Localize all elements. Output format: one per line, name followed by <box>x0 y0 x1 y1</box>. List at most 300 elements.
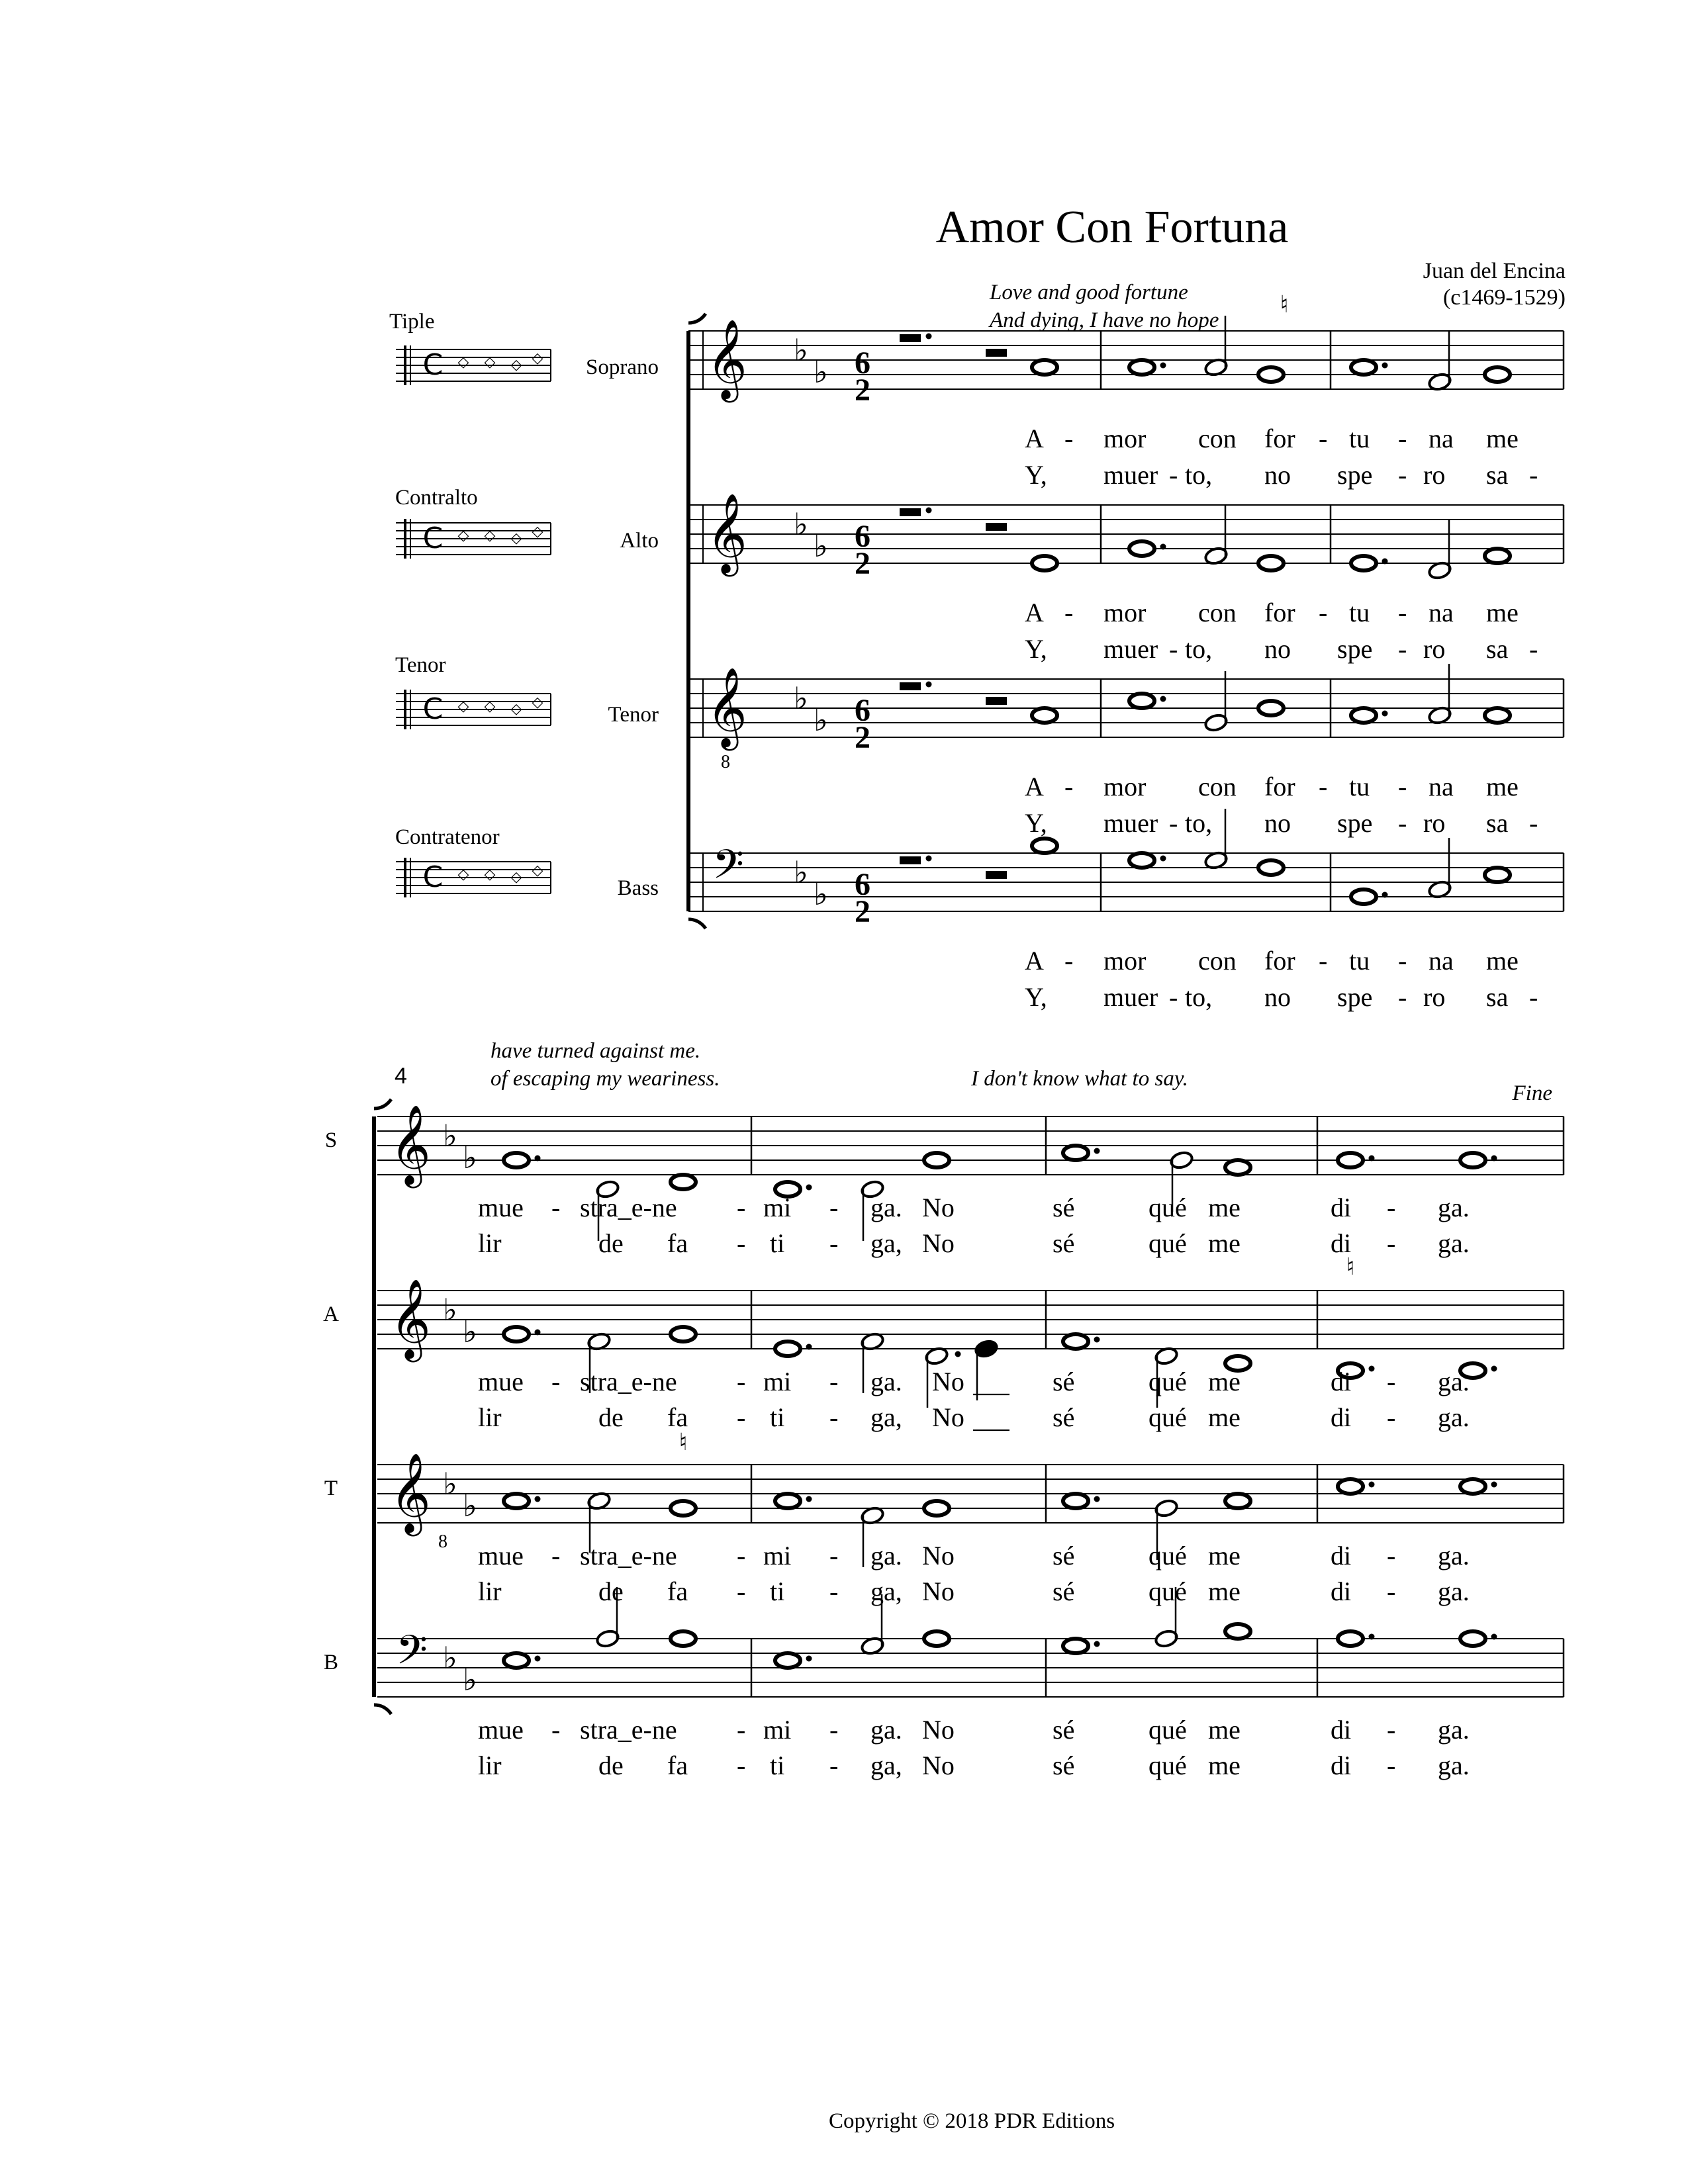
voice-name-tenor: Tenor <box>608 703 659 727</box>
lyric-syllable: no <box>1264 460 1291 490</box>
lyric-syllable: qué <box>1149 1367 1187 1396</box>
lyric-syllable: ti <box>770 1402 785 1432</box>
incipit-note: ◇ <box>457 698 469 715</box>
lyric-hyphen: - <box>1064 772 1074 801</box>
lyrics-tenor <box>1025 772 1538 838</box>
note-head <box>1338 1479 1363 1494</box>
lyric-syllable: di <box>1331 1193 1352 1222</box>
lyric-syllable: de <box>598 1576 624 1606</box>
note-head <box>924 1501 949 1516</box>
flat-sign: ♭ <box>443 1640 457 1676</box>
lyric-syllable: No <box>922 1193 955 1222</box>
augmentation-dot <box>806 1496 812 1502</box>
lyric-syllable: ga. <box>1438 1193 1470 1222</box>
lyric-syllable: mor <box>1103 598 1147 627</box>
note-head <box>1351 360 1376 375</box>
lyric-hyphen: - <box>829 1402 839 1432</box>
lyric-syllable: stra_e-ne <box>580 1367 677 1396</box>
mensuration-sign: C <box>422 348 444 382</box>
time-sig-bottom: 2 <box>855 720 870 755</box>
lyric-hyphen: - <box>829 1541 839 1570</box>
time-sig-top: 6 <box>855 345 870 381</box>
lyric-syllable: di <box>1331 1402 1352 1432</box>
augmentation-dot <box>1491 1634 1497 1640</box>
incipit-note: ◇ <box>457 354 469 371</box>
lyric-hyphen: - <box>1387 1715 1396 1745</box>
voice-name-soprano: Soprano <box>586 355 659 379</box>
lyric-syllable: me <box>1208 1715 1241 1745</box>
rest <box>900 856 921 864</box>
lyric-syllable: spe <box>1337 460 1373 490</box>
note-head <box>671 1631 696 1646</box>
lyric-syllable: me <box>1208 1193 1241 1222</box>
translation-line-1: Love and good fortune <box>990 281 1188 304</box>
lyric-syllable: muer <box>1103 460 1158 490</box>
translation-line-4: of escaping my weariness. <box>491 1067 720 1091</box>
lyric-hyphen: - <box>737 1576 746 1606</box>
lyric-hyphen: - <box>551 1193 561 1222</box>
lyric-hyphen: - <box>829 1367 839 1396</box>
lyric-hyphen: - <box>1529 982 1538 1012</box>
lyric-syllable: to, <box>1185 634 1213 664</box>
bracket-hook <box>374 1099 391 1109</box>
lyric-syllable: me <box>1208 1541 1241 1570</box>
natural-sign: ♮ <box>679 1429 688 1456</box>
flat-sign: ♭ <box>814 354 828 390</box>
lyric-hyphen: - <box>551 1715 561 1745</box>
note-head <box>775 1494 800 1508</box>
lyric-hyphen: - <box>1398 634 1407 664</box>
lyric-syllable: ga. <box>1438 1751 1470 1780</box>
incipit-note: ◇ <box>532 862 543 879</box>
lyric-syllable: mi <box>763 1367 792 1396</box>
lyric-syllable: ga, <box>870 1402 902 1432</box>
lyric-syllable: di <box>1331 1541 1352 1570</box>
lyric-hyphen: - <box>1387 1751 1396 1780</box>
lyric-hyphen: - <box>1387 1402 1396 1432</box>
lyric-syllable: mue <box>478 1715 524 1745</box>
lyric-hyphen: - <box>737 1715 746 1745</box>
lyric-syllable: con <box>1198 772 1237 801</box>
mensuration-sign: C <box>422 860 444 894</box>
lyric-syllable: mue <box>478 1367 524 1396</box>
voice-abbr-bass: B <box>323 1651 339 1674</box>
note-head <box>1129 853 1154 868</box>
lyric-syllable: sa <box>1486 982 1509 1012</box>
flat-sign: ♭ <box>463 1140 477 1175</box>
lyric-syllable: ro <box>1423 634 1446 664</box>
lyric-syllable: na <box>1429 424 1454 453</box>
lyric-syllable: fa <box>667 1402 688 1432</box>
augmentation-dot <box>1369 1156 1375 1161</box>
lyric-syllable: di <box>1331 1576 1352 1606</box>
note-head <box>1460 1479 1485 1494</box>
lyric-syllable: sa <box>1486 460 1509 490</box>
rest <box>900 334 921 342</box>
lyric-syllable: No <box>922 1751 955 1780</box>
augmentation-dot <box>1491 1482 1497 1488</box>
incipit-note: ◇ <box>510 357 522 373</box>
flat-sign: ♭ <box>794 332 808 368</box>
lyric-hyphen: - <box>737 1367 746 1396</box>
lyrics-alto <box>1025 598 1538 664</box>
translation-line-5: I don't know what to say. <box>971 1067 1188 1091</box>
lyric-syllable: di <box>1331 1228 1352 1258</box>
lyric-syllable: mi <box>763 1541 792 1570</box>
flat-sign: ♭ <box>794 506 808 542</box>
time-sig-top: 6 <box>855 867 870 902</box>
lyric-syllable: Y, <box>1025 808 1047 838</box>
lyric-hyphen: - <box>1398 946 1407 976</box>
lyric-hyphen: - <box>1319 772 1328 801</box>
lyric-hyphen: - <box>1529 808 1538 838</box>
lyric-hyphen: - <box>1387 1193 1396 1222</box>
incipit-note: ◇ <box>457 527 469 544</box>
lyric-hyphen: - <box>1064 946 1074 976</box>
lyric-hyphen: - <box>1387 1367 1396 1396</box>
note-head <box>1258 367 1284 382</box>
lyric-syllable: Y, <box>1025 460 1047 490</box>
fine-mark: Fine <box>1512 1081 1552 1105</box>
time-signatures <box>855 345 870 929</box>
lyric-syllable: de <box>598 1228 624 1258</box>
incipit-note: ◇ <box>510 701 522 717</box>
lyric-syllable: qué <box>1149 1541 1187 1570</box>
lyric-syllable: for <box>1264 598 1295 627</box>
note-head <box>1460 1631 1485 1646</box>
note-head <box>1258 860 1284 875</box>
lyric-syllable: qué <box>1149 1576 1187 1606</box>
voice-abbr-tenor: T <box>324 1477 338 1500</box>
augmentation-dot <box>806 1185 812 1191</box>
bracket-hook <box>374 1705 391 1714</box>
lyric-syllable: ga. <box>870 1715 902 1745</box>
note-head <box>1485 708 1510 723</box>
note-head <box>775 1342 800 1356</box>
lyric-hyphen: - <box>551 1541 561 1570</box>
lyric-syllable: fa <box>667 1576 688 1606</box>
note-head <box>1129 360 1154 375</box>
rest <box>986 349 1007 357</box>
lyric-syllable: A <box>1025 598 1044 627</box>
lyric-syllable: for <box>1264 772 1295 801</box>
incipit-note: ◇ <box>532 350 543 367</box>
augmentation-dot <box>1160 363 1166 369</box>
augmentation-dot <box>1369 1634 1375 1640</box>
note-head <box>1258 556 1284 570</box>
note-head <box>1129 541 1154 556</box>
lyric-syllable: for <box>1264 946 1295 976</box>
lyric-syllable: No <box>922 1541 955 1570</box>
augmentation-dot <box>1369 1482 1375 1488</box>
lyric-hyphen: - <box>1169 460 1178 490</box>
note-head <box>924 1631 949 1646</box>
composer-dates: (c1469-1529) <box>1442 285 1566 310</box>
rest <box>986 871 1007 879</box>
lyric-syllable: na <box>1429 598 1454 627</box>
note-head <box>504 1153 529 1167</box>
augmentation-dot <box>806 1656 812 1662</box>
lyric-syllable: mor <box>1103 946 1147 976</box>
lyric-syllable: tu <box>1349 772 1370 801</box>
lyric-syllable: mi <box>763 1193 792 1222</box>
lyric-syllable: ti <box>770 1576 785 1606</box>
treble-clef: 𝄞 <box>390 1104 431 1185</box>
piece-title: Amor Con Fortuna <box>935 202 1289 253</box>
lyric-syllable: lir <box>478 1751 502 1780</box>
natural-sign: ♮ <box>1280 291 1289 318</box>
rest <box>900 508 921 516</box>
lyric-syllable: ti <box>770 1751 785 1780</box>
lyric-syllable: sé <box>1053 1193 1075 1222</box>
incipit-name: Tenor <box>395 653 446 677</box>
lyrics-system-1 <box>1025 424 1538 1012</box>
composer-name: Juan del Encina <box>1423 259 1566 283</box>
note-head <box>1032 839 1057 853</box>
treble-clef: 𝄞 <box>706 318 747 399</box>
lyric-syllable: me <box>1208 1402 1241 1432</box>
lyric-syllable: qué <box>1149 1402 1187 1432</box>
lyrics-bass-2 <box>478 1715 1470 1780</box>
lyric-syllable: sé <box>1053 1541 1075 1570</box>
note-head <box>504 1494 529 1508</box>
lyric-syllable: muer <box>1103 808 1158 838</box>
time-sig-top: 6 <box>855 519 870 554</box>
lyric-syllable: ga. <box>1438 1367 1470 1396</box>
voice-name-bass: Bass <box>617 876 659 900</box>
lyric-syllable: stra_e-ne <box>580 1715 677 1745</box>
voice-name-alto: Alto <box>620 529 659 553</box>
lyric-syllable: sé <box>1053 1367 1075 1396</box>
augmentation-dot <box>1094 1496 1100 1502</box>
lyric-syllable: qué <box>1149 1751 1187 1780</box>
lyric-syllable: ga. <box>1438 1402 1470 1432</box>
lyrics-tenor-2 <box>478 1541 1470 1606</box>
lyric-hyphen: - <box>737 1751 746 1780</box>
voice-abbr-alto: A <box>323 1302 339 1326</box>
lyric-syllable: ga. <box>1438 1715 1470 1745</box>
lyric-syllable: ga. <box>1438 1228 1470 1258</box>
augmentation-dot <box>806 1344 812 1350</box>
time-sig-bottom: 2 <box>855 894 870 929</box>
lyric-hyphen: - <box>1387 1228 1396 1258</box>
lyric-syllable: con <box>1198 424 1237 453</box>
lyric-syllable: tu <box>1349 598 1370 627</box>
augmentation-dot <box>1382 363 1388 369</box>
treble-clef: 𝄞 <box>706 666 747 747</box>
flat-sign: ♭ <box>814 528 828 564</box>
lyric-syllable: tu <box>1349 946 1370 976</box>
lyric-syllable: no <box>1264 982 1291 1012</box>
lyric-syllable: me <box>1208 1367 1241 1396</box>
flat-sign: ♭ <box>794 854 808 890</box>
lyric-hyphen: - <box>1398 424 1407 453</box>
incipit-note: ◇ <box>484 698 496 715</box>
note-head <box>1225 1494 1250 1508</box>
lyric-syllable: for <box>1264 424 1295 453</box>
augmentation-dot <box>1382 892 1388 898</box>
lyrics-soprano-2 <box>478 1193 1470 1258</box>
note-head <box>1351 708 1376 723</box>
augmentation-dot <box>1491 1156 1497 1161</box>
lyric-hyphen: - <box>551 1367 561 1396</box>
incipit-note: ◇ <box>532 694 543 711</box>
incipit-note: ◇ <box>457 866 469 883</box>
flat-sign: ♭ <box>443 1118 457 1154</box>
lyric-syllable: me <box>1486 946 1519 976</box>
incipit-note: ◇ <box>532 523 543 540</box>
lyric-syllable: Y, <box>1025 982 1047 1012</box>
lyric-syllable: sa <box>1486 808 1509 838</box>
augmentation-dot <box>926 508 932 514</box>
augmentation-dot <box>535 1330 541 1336</box>
lyric-syllable: mi <box>763 1715 792 1745</box>
time-sig-top: 6 <box>855 693 870 728</box>
lyric-hyphen: - <box>829 1576 839 1606</box>
treble-clef: 𝄞 <box>390 1452 431 1533</box>
incipit-name: Contratenor <box>395 825 500 849</box>
lyric-syllable: ro <box>1423 460 1446 490</box>
lyric-syllable: muer <box>1103 634 1158 664</box>
augmentation-dot <box>535 1496 541 1502</box>
bass-clef: 𝄢 <box>712 841 744 898</box>
note-head <box>775 1653 800 1668</box>
bracket-hook <box>688 314 706 323</box>
lyric-syllable: lir <box>478 1576 502 1606</box>
lyric-syllable: No <box>922 1576 955 1606</box>
lyric-hyphen: - <box>1319 598 1328 627</box>
note-head <box>1338 1631 1363 1646</box>
lyric-syllable: me <box>1486 772 1519 801</box>
lyric-hyphen: - <box>1398 598 1407 627</box>
note-head <box>504 1653 529 1668</box>
note-head <box>1351 889 1376 904</box>
lyric-syllable: No <box>932 1402 964 1432</box>
incipit-note: ◇ <box>510 869 522 886</box>
lyric-hyphen: - <box>829 1193 839 1222</box>
note-head <box>924 1153 949 1167</box>
augmentation-dot <box>955 1351 961 1357</box>
lyric-syllable: me <box>1208 1751 1241 1780</box>
lyric-syllable: con <box>1198 946 1237 976</box>
flat-sign: ♭ <box>463 1314 477 1349</box>
lyric-syllable: tu <box>1349 424 1370 453</box>
lyric-syllable: ro <box>1423 808 1446 838</box>
lyric-hyphen: - <box>1319 424 1328 453</box>
mensuration-sign: C <box>422 692 444 726</box>
augmentation-dot <box>1094 1148 1100 1154</box>
lyric-hyphen: - <box>1387 1541 1396 1570</box>
lyric-syllable: fa <box>667 1228 688 1258</box>
lyric-syllable: me <box>1208 1576 1241 1606</box>
lyric-syllable: na <box>1429 772 1454 801</box>
lyric-syllable: fa <box>667 1751 688 1780</box>
lyric-syllable: spe <box>1337 982 1373 1012</box>
incipit-note: ◇ <box>510 530 522 547</box>
note-head <box>671 1327 696 1342</box>
augmentation-dot <box>1160 544 1166 550</box>
augmentation-dot <box>1094 1337 1100 1343</box>
lyric-hyphen: - <box>1064 598 1074 627</box>
augmentation-dot <box>926 334 932 340</box>
note-head <box>1063 1494 1088 1508</box>
lyric-syllable: lir <box>478 1228 502 1258</box>
lyric-syllable: stra_e-ne <box>580 1193 677 1222</box>
lyric-syllable: qué <box>1149 1228 1187 1258</box>
lyric-hyphen: - <box>1529 634 1538 664</box>
augmentation-dot <box>535 1656 541 1662</box>
lyric-hyphen: - <box>1319 946 1328 976</box>
treble-clef: 𝄞 <box>390 1278 431 1359</box>
augmentation-dot <box>1094 1641 1100 1647</box>
augmentation-dot <box>1369 1366 1375 1372</box>
augmentation-dot <box>926 682 932 688</box>
lyric-hyphen: - <box>737 1228 746 1258</box>
lyric-syllable: stra_e-ne <box>580 1541 677 1570</box>
incipit-name: Tiple <box>389 310 435 334</box>
lyric-syllable: to, <box>1185 460 1213 490</box>
lyric-syllable: ga. <box>1438 1576 1470 1606</box>
lyric-syllable: sé <box>1053 1228 1075 1258</box>
voice-abbr-soprano: S <box>324 1128 338 1152</box>
lyric-syllable: No <box>922 1228 955 1258</box>
note-head <box>1485 367 1510 382</box>
copyright-notice: Copyright © 2018 PDR Editions <box>828 2109 1115 2133</box>
translation-line-3: have turned against me. <box>491 1039 701 1063</box>
lyric-syllable: di <box>1331 1367 1352 1396</box>
note-head <box>1063 1334 1088 1349</box>
lyric-hyphen: - <box>1169 982 1178 1012</box>
lyric-syllable: con <box>1198 598 1237 627</box>
treble-clef: 𝄞 <box>706 492 747 573</box>
lyric-syllable: sé <box>1053 1402 1075 1432</box>
measure-number: 4 <box>395 1064 407 1089</box>
lyric-hyphen: - <box>1064 424 1074 453</box>
lyric-syllable: ro <box>1423 982 1446 1012</box>
note-head <box>671 1501 696 1516</box>
lyric-syllable: sé <box>1053 1576 1075 1606</box>
lyric-syllable: ga, <box>870 1751 902 1780</box>
lyric-syllable: A <box>1025 772 1044 801</box>
lyric-syllable: ga. <box>870 1541 902 1570</box>
lyric-syllable: ti <box>770 1228 785 1258</box>
note-head <box>1063 1146 1088 1160</box>
note-head <box>1485 549 1510 563</box>
lyric-syllable: to, <box>1185 982 1213 1012</box>
lyric-syllable: mue <box>478 1193 524 1222</box>
note-head <box>1225 1624 1250 1639</box>
lyric-syllable: mor <box>1103 772 1147 801</box>
note-head <box>1338 1153 1363 1167</box>
lyric-hyphen: - <box>1398 460 1407 490</box>
lyric-syllable: de <box>598 1751 624 1780</box>
flat-sign: ♭ <box>443 1292 457 1328</box>
lyric-syllable: ga. <box>1438 1541 1470 1570</box>
flat-sign: ♭ <box>443 1466 457 1502</box>
lyric-hyphen: - <box>1529 460 1538 490</box>
lyric-hyphen: - <box>829 1715 839 1745</box>
lyric-syllable: qué <box>1149 1715 1187 1745</box>
tenor-octave-mark: 8 <box>438 1531 447 1552</box>
augmentation-dot <box>535 1156 541 1161</box>
lyric-syllable: me <box>1486 598 1519 627</box>
lyric-hyphen: - <box>829 1228 839 1258</box>
tenor-octave-mark: 8 <box>721 752 730 772</box>
incipit-note: ◇ <box>484 354 496 371</box>
note-head <box>1032 708 1057 723</box>
bass-clef: 𝄢 <box>396 1627 428 1684</box>
note-head <box>504 1327 529 1342</box>
